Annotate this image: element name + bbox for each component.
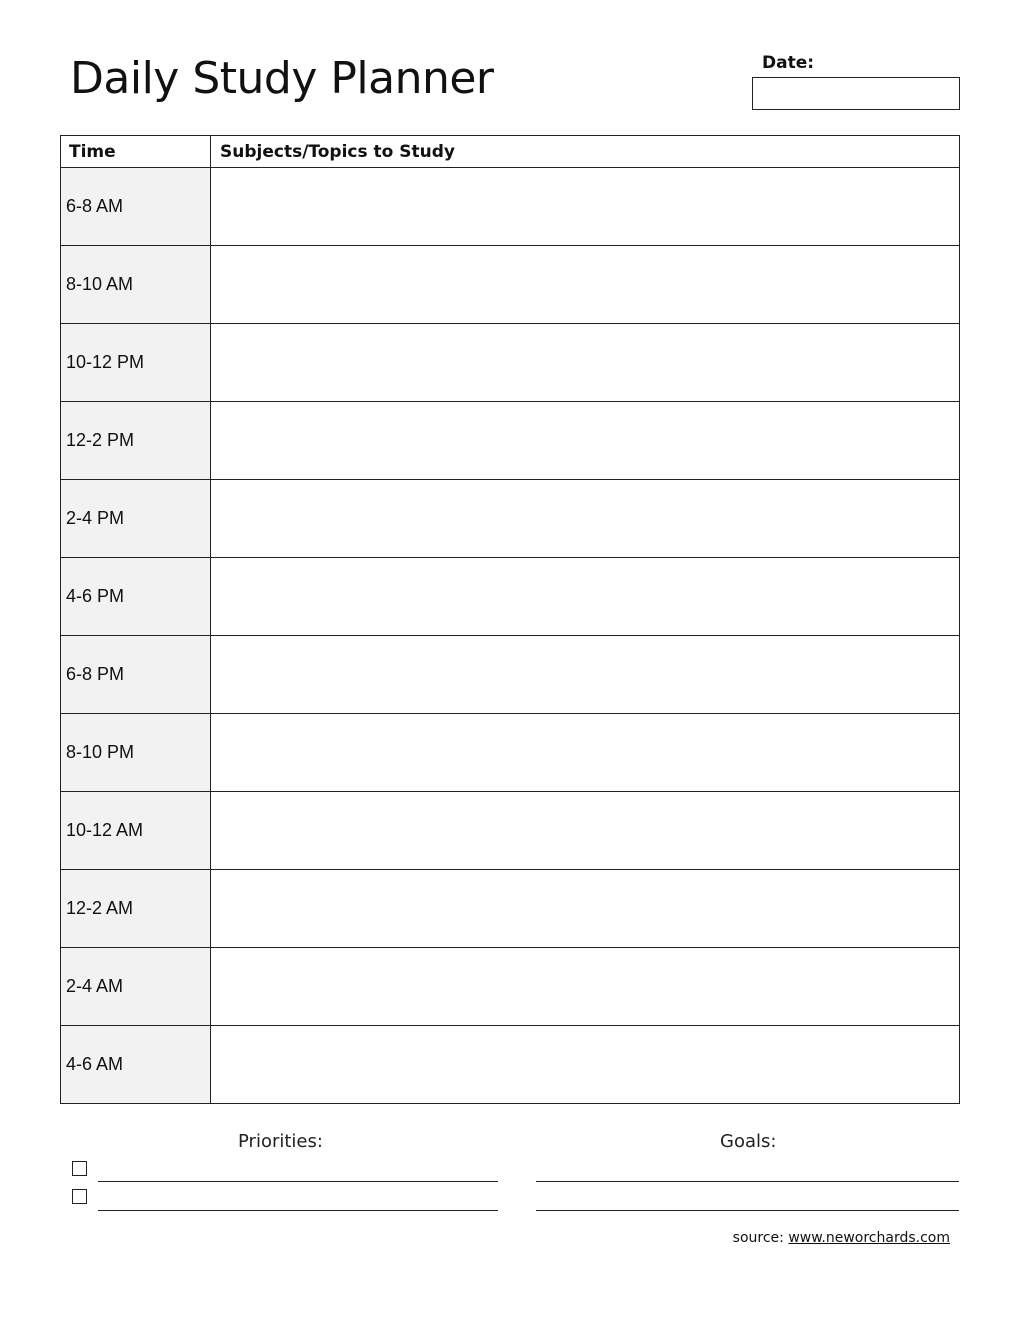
table-row xyxy=(61,558,960,636)
subject-entry-cell[interactable] xyxy=(211,636,960,714)
subject-entry-cell[interactable] xyxy=(211,558,960,636)
table-row xyxy=(61,480,960,558)
table-row xyxy=(61,402,960,480)
time-slot-label: 4-6 PM xyxy=(61,558,211,636)
subject-entry-cell[interactable] xyxy=(211,714,960,792)
table-row xyxy=(61,948,960,1026)
subject-entry-cell[interactable] xyxy=(211,402,960,480)
subject-entry-cell[interactable] xyxy=(211,324,960,402)
table-row xyxy=(61,1026,960,1104)
time-slot-label: 12-2 PM xyxy=(61,402,211,480)
date-label: Date: xyxy=(762,53,815,73)
priority-line[interactable] xyxy=(98,1210,498,1211)
priority-checkbox[interactable] xyxy=(72,1161,87,1176)
time-slot-label: 6-8 AM xyxy=(61,168,211,246)
subject-entry-cell[interactable] xyxy=(211,1026,960,1104)
time-slot-label: 4-6 AM xyxy=(61,1026,211,1104)
table-row xyxy=(61,870,960,948)
subject-entry-cell[interactable] xyxy=(211,168,960,246)
subject-entry-cell[interactable] xyxy=(211,480,960,558)
subject-entry-cell[interactable] xyxy=(211,870,960,948)
table-row xyxy=(61,792,960,870)
column-header-time: Time xyxy=(61,136,211,168)
time-slot-label: 12-2 AM xyxy=(61,870,211,948)
table-row xyxy=(61,246,960,324)
column-header-subjects: Subjects/Topics to Study xyxy=(211,136,960,168)
subject-entry-cell[interactable] xyxy=(211,792,960,870)
goal-line[interactable] xyxy=(536,1210,959,1211)
table-row xyxy=(61,714,960,792)
table-row xyxy=(61,636,960,714)
priority-checkbox[interactable] xyxy=(72,1189,87,1204)
time-slot-label: 8-10 AM xyxy=(61,246,211,324)
source-credit xyxy=(733,1229,950,1247)
page-title: Daily Study Planner xyxy=(70,53,494,104)
goals-heading: Goals: xyxy=(720,1131,777,1152)
subject-entry-cell[interactable] xyxy=(211,246,960,324)
priorities-heading: Priorities: xyxy=(238,1131,323,1152)
time-slot-label: 8-10 PM xyxy=(61,714,211,792)
time-slot-label: 2-4 AM xyxy=(61,948,211,1026)
goal-line[interactable] xyxy=(536,1181,959,1182)
subject-entry-cell[interactable] xyxy=(211,948,960,1026)
date-field[interactable] xyxy=(752,77,960,110)
table-row xyxy=(61,324,960,402)
table-row xyxy=(61,168,960,246)
time-slot-label: 6-8 PM xyxy=(61,636,211,714)
time-slot-label: 10-12 PM xyxy=(61,324,211,402)
priority-line[interactable] xyxy=(98,1181,498,1182)
time-slot-label: 10-12 AM xyxy=(61,792,211,870)
study-schedule-table xyxy=(60,135,960,1104)
source-link[interactable]: www.neworchards.com xyxy=(788,1230,950,1246)
source-prefix: source: xyxy=(732,1230,784,1246)
time-slot-label: 2-4 PM xyxy=(61,480,211,558)
table-header-row xyxy=(61,136,960,168)
